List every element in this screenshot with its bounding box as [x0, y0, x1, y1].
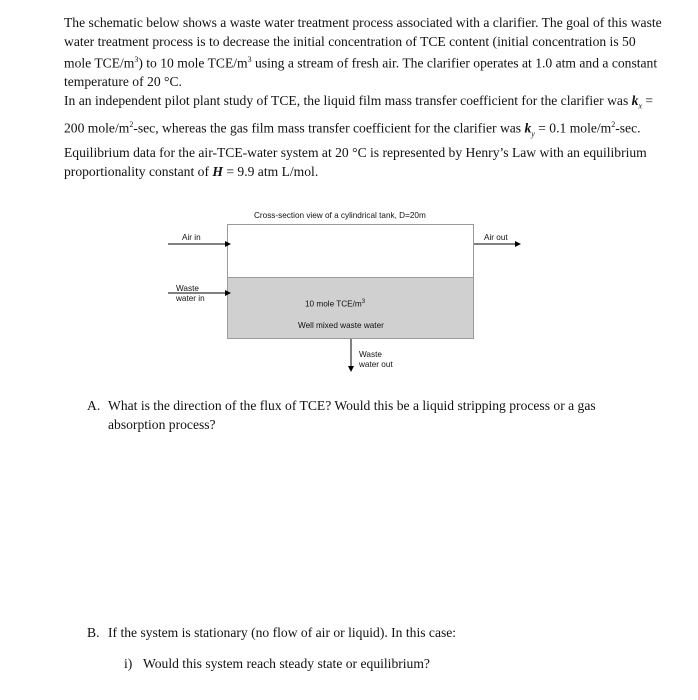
waste-water-in-arrow	[168, 289, 232, 297]
question-a-label: A.	[87, 398, 101, 413]
waste-water-in-label: Waste water in	[176, 284, 205, 303]
question-b-text: If the system is stationary (no flow of air or liquid). In this case:	[108, 625, 457, 640]
question-b-label: B.	[87, 625, 100, 640]
paragraph-henrys-law: Equilibrium data for the air-TCE-water system at 20 °C is represented by Henry’s Law with an equilibrium proportionality constant of H = 9.9 atm L/mol.	[64, 145, 647, 179]
air-out-label: Air out	[484, 233, 508, 242]
concentration-label: 10 mole TCE/$m^3$	[305, 299, 366, 309]
paragraph-mass-transfer-coefficients: In an independent pilot plant study of TCE, the liquid film mass transfer coefficient for the clarifier was $k_x = 200$ mole/$m^2-\sec$, whereas the gas film mass transfer coefficient for the clarifier was $k_y = 0.1$ mole/$m^2-\sec$.	[64, 92, 654, 139]
paragraph-process-description: The schematic below shows a waste water treatment process associated with a clarifier. The goal of this waste water treatment process is to decrease the initial concentration of TCE content (initial concentration is 50 mole TCE/$m^3$) to 10 mole TCE/$m^3$ using a stream of fresh air. The clarifier operates at 1.0 atm and a constant temperature of 20 °C.	[64, 15, 662, 90]
well-mixed-label: Well mixed waste water	[298, 321, 384, 330]
waste-water-out-arrow	[347, 339, 355, 373]
problem-statement	[64, 14, 664, 181]
question-a-text: What is the direction of the flux of TCE? Would this be a liquid stripping process or a gas absorption process?	[108, 398, 596, 432]
question-b-i-label: i)	[124, 656, 133, 671]
question-b-i-text: Would this system reach steady state or equilibrium?	[143, 656, 430, 671]
air-out-arrow	[474, 240, 522, 248]
air-in-arrow	[168, 240, 232, 248]
air-in-label: Air in	[182, 233, 201, 242]
diagram-title: Cross-section view of a cylindrical tank, D=20m	[254, 211, 426, 220]
waste-water-out-label: Waste water out	[359, 350, 393, 369]
